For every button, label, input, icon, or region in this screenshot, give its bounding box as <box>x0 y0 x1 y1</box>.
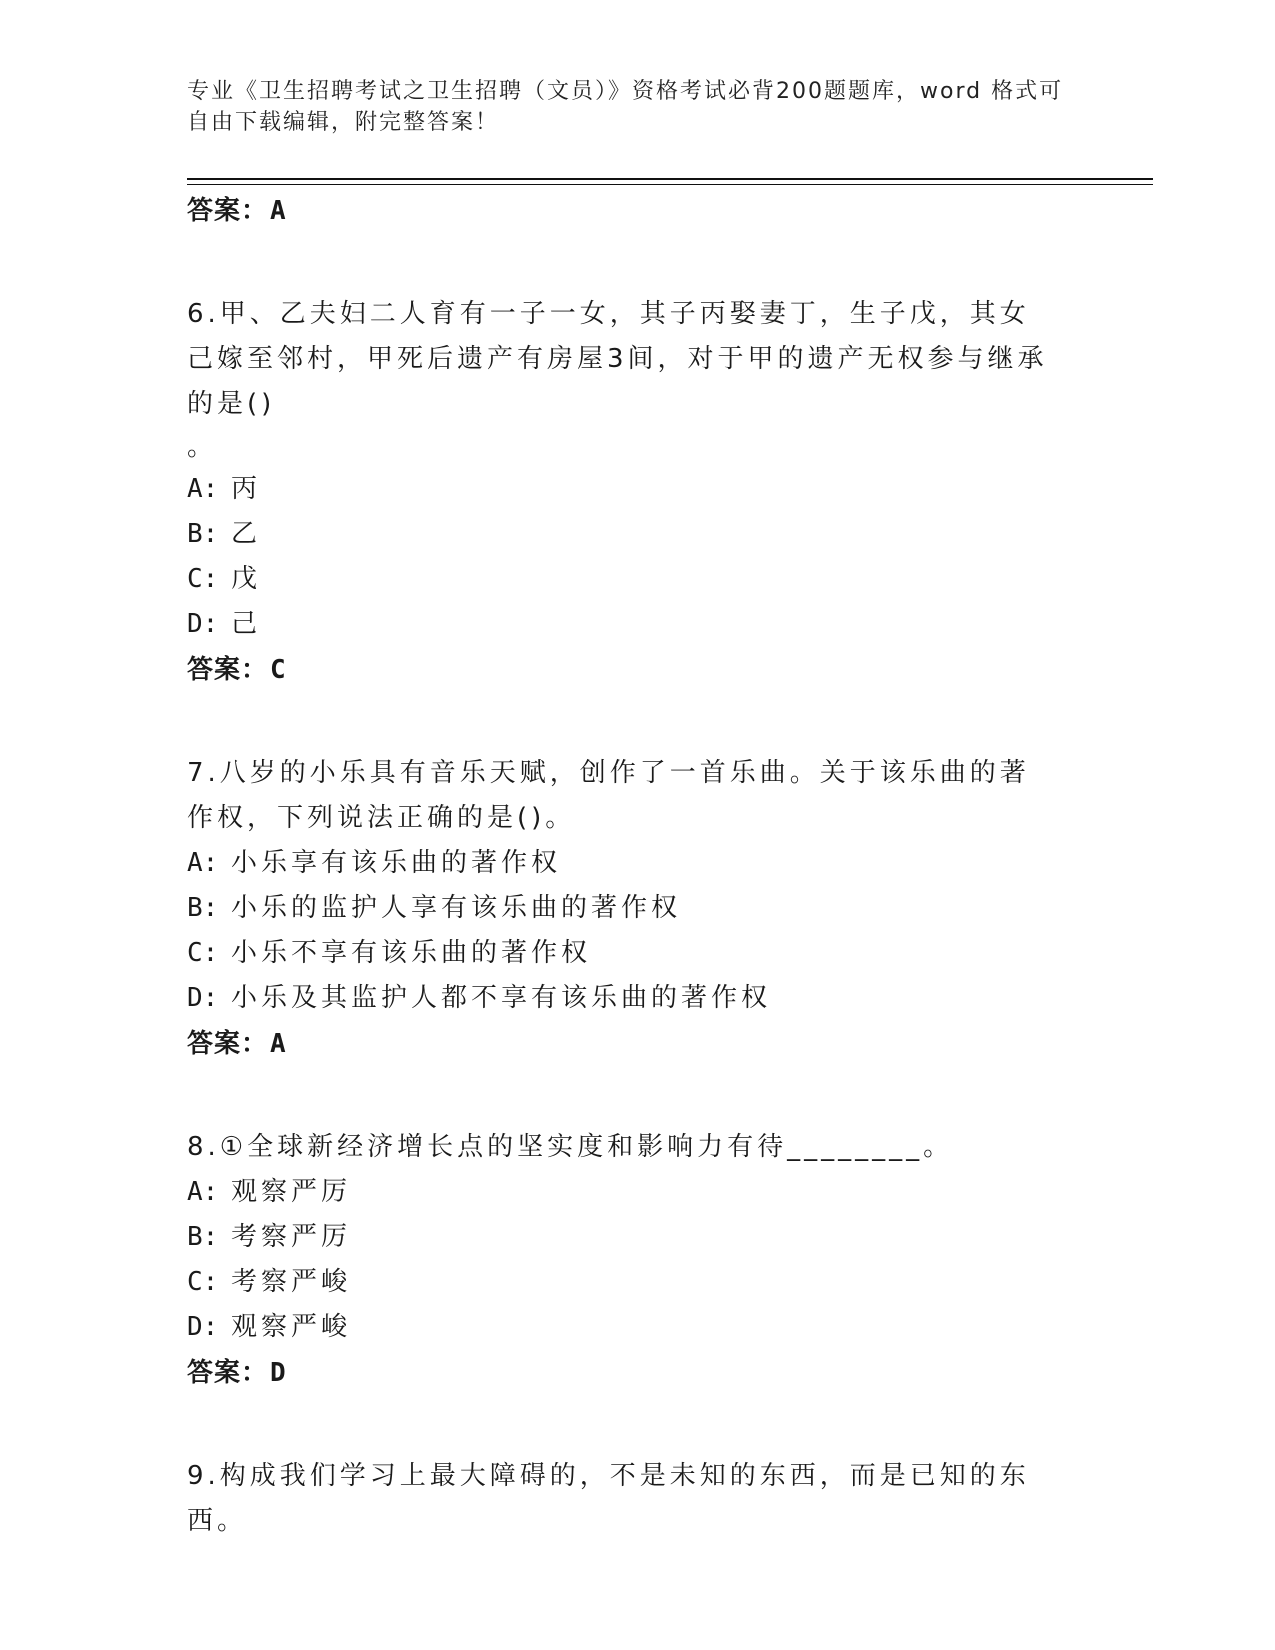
answer-label: 答案： <box>187 1029 269 1059</box>
answer-line <box>187 1021 1087 1067</box>
option-letter: A: <box>187 1177 219 1207</box>
option-text: 考察严峻 <box>231 1267 352 1297</box>
option-text: 小乐及其监护人都不享有该乐曲的著作权 <box>231 983 772 1013</box>
answer-line <box>187 188 1087 234</box>
option-a <box>187 1170 1087 1215</box>
option-letter: D: <box>187 1312 219 1342</box>
option-text: 小乐享有该乐曲的著作权 <box>231 848 562 878</box>
option-text: 戊 <box>231 564 262 594</box>
question-stem: 9.构成我们学习上最大障碍的，不是未知的东西，而是已知的东西。 <box>187 1461 1030 1536</box>
option-letter: B: <box>187 1222 219 1252</box>
document-body <box>187 188 1087 1544</box>
option-letter: C: <box>187 1267 219 1297</box>
header-rule-thick <box>187 178 1153 180</box>
option-b <box>187 512 1087 557</box>
option-c <box>187 931 1087 976</box>
answer-line <box>187 647 1087 693</box>
option-letter: C: <box>187 938 219 968</box>
option-b <box>187 1215 1087 1260</box>
question-6 <box>187 292 1087 693</box>
option-letter: B: <box>187 893 219 923</box>
option-c <box>187 557 1087 602</box>
option-letter: D: <box>187 609 219 639</box>
answer-value: C <box>270 655 287 685</box>
option-letter: D: <box>187 983 219 1013</box>
answer-line <box>187 1350 1087 1396</box>
answer-value: D <box>270 1358 287 1388</box>
option-text: 己 <box>231 609 262 639</box>
option-text: 小乐不享有该乐曲的著作权 <box>231 938 592 968</box>
question-8 <box>187 1125 1087 1396</box>
option-text: 小乐的监护人享有该乐曲的著作权 <box>231 893 682 923</box>
option-d <box>187 976 1087 1021</box>
option-letter: A: <box>187 474 219 504</box>
option-text: 乙 <box>231 519 262 549</box>
option-a <box>187 841 1087 886</box>
option-c <box>187 1260 1087 1305</box>
question-stem: 8.①全球新经济增长点的坚实度和影响力有待________。 <box>187 1132 954 1162</box>
option-d <box>187 602 1087 647</box>
question-stem: 6.甲、乙夫妇二人育有一子一女，其子丙娶妻丁，生子戊，其女己嫁至邻村，甲死后遗产有房屋3间，对于甲的遗产无权参与继承的是() <box>187 299 1048 419</box>
question-stem-tail: 。 <box>187 432 218 462</box>
answer-label: 答案： <box>187 1358 269 1388</box>
option-text: 观察严峻 <box>231 1312 352 1342</box>
option-a <box>187 467 1087 512</box>
answer-label: 答案： <box>187 196 269 226</box>
option-text: 丙 <box>231 474 262 504</box>
document-header: 专业《卫生招聘考试之卫生招聘（文员）》资格考试必背200题题库，word 格式可自由下载编辑，附完整答案！ <box>187 79 1064 135</box>
option-text: 观察严厉 <box>231 1177 352 1207</box>
option-letter: A: <box>187 848 219 878</box>
question-stem: 7.八岁的小乐具有音乐天赋，创作了一首乐曲。关于该乐曲的著作权，下列说法正确的是()。 <box>187 758 1030 833</box>
answer-value: A <box>270 1029 287 1059</box>
option-text: 考察严厉 <box>231 1222 352 1252</box>
header-rule-thin <box>187 184 1153 185</box>
question-7 <box>187 751 1087 1067</box>
option-letter: B: <box>187 519 219 549</box>
option-b <box>187 886 1087 931</box>
option-d <box>187 1305 1087 1350</box>
answer-label: 答案： <box>187 655 269 685</box>
question-9 <box>187 1454 1087 1544</box>
option-letter: C: <box>187 564 219 594</box>
answer-value: A <box>270 196 287 226</box>
